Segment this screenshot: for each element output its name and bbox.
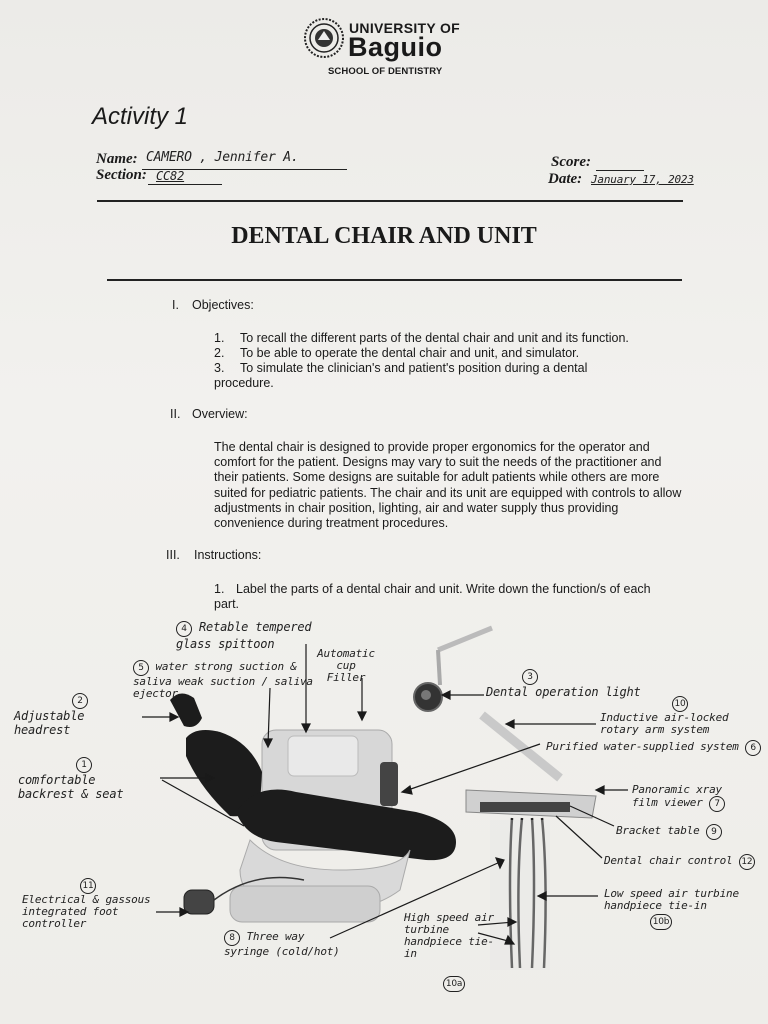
label-number: 9 [706,824,722,840]
label-number: 3 [522,669,538,685]
label-6 [546,740,766,756]
label-text: water strong suction & saliva weak suction / saliva ejector [133,660,313,700]
label-2 [14,692,144,737]
objective-text: To recall the different parts of the dental chair and unit and its function. [240,331,629,345]
date-value: January 17, 2023 [591,173,694,186]
label-text: Electrical & gassous integrated foot controller [22,893,151,930]
label-text: Dental operation light [486,685,641,699]
label-number: 11 [80,878,96,894]
label-number: 10a [443,976,465,992]
objective-number: 3. [214,361,225,375]
school-name: SCHOOL OF DENTISTRY [328,66,443,77]
label-5 [133,660,313,700]
label-number: 4 [176,621,192,637]
date-label: Date: [548,171,583,187]
instruction-number: 1. [214,582,225,596]
overview-heading: Overview: [192,407,248,421]
label-text: Panoramic xray film viewer [632,783,722,809]
label-text: Low speed air turbine handpiece tie-in [604,887,739,912]
dental-chair-diagram [0,600,768,1024]
label-text: Dental chair control [604,854,733,867]
instructions-heading: Instructions: [194,548,262,562]
label-number: 8 [224,930,240,946]
label-3 [486,668,646,699]
label-number: 1 [76,757,92,773]
label-10 [600,696,750,736]
university-name-line2: Baguio [348,32,443,62]
label-number: 2 [72,693,88,709]
title-divider [107,279,682,281]
section-label: Section: [96,167,147,183]
foot-controller [184,890,214,914]
label-high-speed: High speed air turbine handpiece tie-in [404,911,494,960]
objective-number: 2. [214,346,225,360]
label-text: Purified water-supplied system [546,740,739,753]
header-divider [97,200,683,202]
section-underline [148,184,222,185]
label-10b [604,888,754,930]
university-name-line1: UNIVERSITY OF [349,20,460,36]
overview-heading-number: II. [170,407,181,421]
instructions-heading-number: III. [166,548,180,562]
instruction-text: Label the parts of a dental chair and unit. Write down the function/s of each part. [214,582,651,611]
activity-title: Activity 1 [92,103,189,130]
objective-text: To simulate the clinician's and patient's position during a dental procedure. [214,361,588,390]
objectives-heading: Objectives: [192,298,254,312]
label-cup-filler: Automatic cup Filler [317,647,375,684]
label-1 [18,756,158,801]
university-seal-logo [304,18,344,58]
name-label: Name: [96,151,138,167]
objective-number: 1. [214,331,225,345]
document-title: DENTAL CHAIR AND UNIT [231,223,537,249]
label-text: Three way syringe (cold/hot) [224,930,340,958]
label-text: Bracket table [616,824,700,837]
objective-item-2 [214,346,684,361]
overview-paragraph: The dental chair is designed to provide proper ergonomics for the operator and comfort for the patient. Designs may vary to suit the needs of the practitioner and their patients. Some designs are suitable for adult patients while others are more suited for pediatric patients. The chair and its unit are equipped with controls to allow adjustments in chair position, lighting, air and water supply thus providing convenience during treatment procedures. [214,440,682,531]
label-number: 7 [709,796,725,812]
label-8 [224,930,344,958]
label-number: 6 [745,740,761,756]
objectives-heading-number: I. [172,298,179,312]
label-number: 5 [133,660,149,676]
score-underline [596,170,644,171]
label-text: Inductive air-locked rotary arm system [600,711,729,736]
label-number: 12 [739,854,755,870]
objective-item-1 [214,331,684,346]
label-number: 10 [672,696,688,712]
objective-item-3 [214,361,634,391]
section-value: CC82 [156,169,185,183]
label-7 [632,784,742,812]
objective-text: To be able to operate the dental chair and unit, and simulator. [240,346,580,360]
label-text: Retable tempered glass spittoon [176,620,312,651]
name-value: CAMERO , Jennifer A. [146,150,299,165]
label-9 [616,824,746,840]
label-number: 10b [650,914,672,930]
score-label: Score: [551,154,591,170]
label-12 [604,854,764,870]
label-10a [443,976,465,992]
label-text: Adjustable headrest [14,709,85,737]
label-11 [22,878,182,930]
dental-light-arm [438,628,492,685]
label-4 [176,620,336,651]
label-text: comfortable backrest & seat [18,773,124,801]
